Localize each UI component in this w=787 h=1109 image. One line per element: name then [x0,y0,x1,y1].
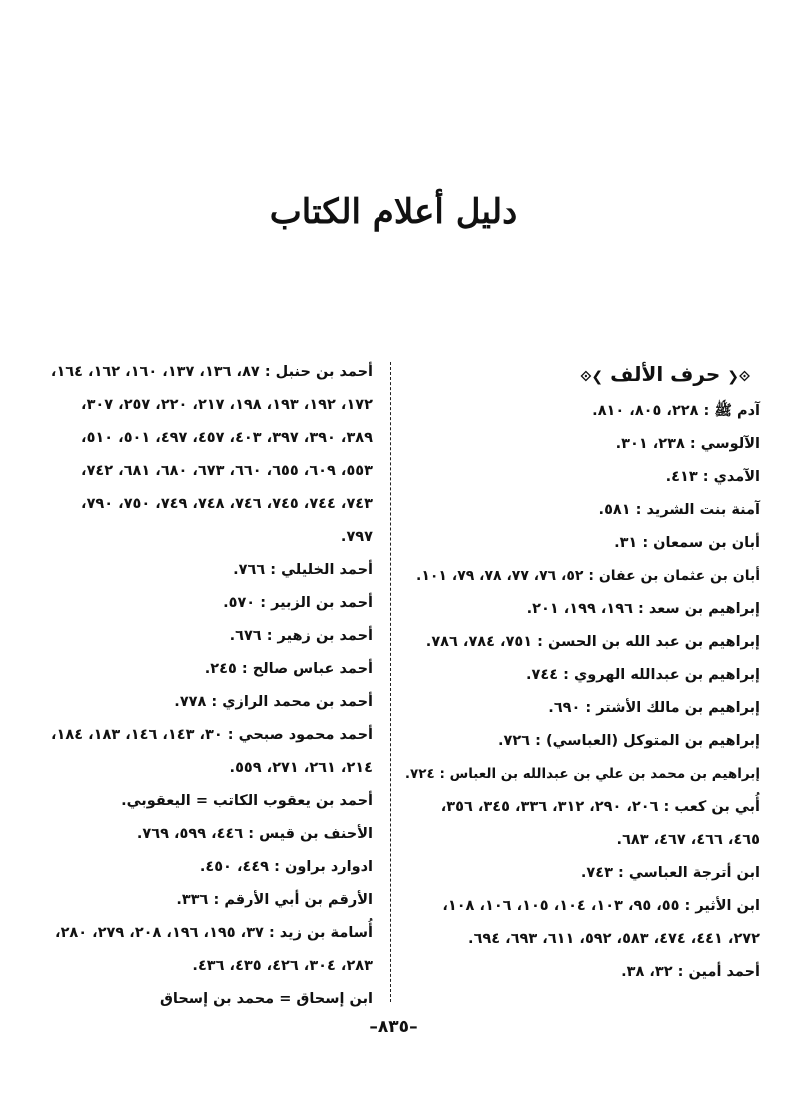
index-entries-left [18,356,373,1016]
index-entry: أحمد أمين : ٣٢، ٣٨. [621,964,760,980]
ornament-icon: ⟐❮ [727,369,750,385]
column-divider [390,362,391,1002]
index-column-left [18,356,373,1016]
index-entry: آمنة بنت الشريد : ٥٨١. [598,502,760,518]
index-entry: الآلوسي : ٢٣٨، ٣٠١. [615,436,760,452]
index-entry: أُبي بن كعب : ٢٠٦، ٢٩٠، ٣١٢، ٣٣٦، ٣٤٥، ٣٥٦، [440,799,760,815]
index-entry: أحمد محمود صبحي : ٣٠، ١٤٣، ١٤٦، ١٨٣، ١٨٤، [51,727,373,743]
index-entry: إبراهيم بن مالك الأشتر : ٦٩٠. [548,700,760,716]
index-entry: أحمد بن زهير : ٦٧٦. [229,628,373,644]
section-header-label: حرف الألف [610,362,721,386]
index-entry: ٥٥٣، ٦٠٩، ٦٥٥، ٦٦٠، ٦٧٣، ٦٨٠، ٦٨١، ٧٤٢، [81,463,373,479]
index-entry: ٧٩٧. [340,529,373,545]
index-entry: أحمد عباس صالح : ٢٤٥. [204,661,373,677]
index-entry: الآمدي : ٤١٣. [665,469,760,485]
index-entry: أحمد الخليلي : ٧٦٦. [233,562,373,578]
index-entry: ٧٤٣، ٧٤٤، ٧٤٥، ٧٤٦، ٧٤٨، ٧٤٩، ٧٥٠، ٧٩٠، [81,496,373,512]
index-entry: أحمد بن الزبير : ٥٧٠. [223,595,373,611]
index-entry: إبراهيم بن المتوكل (العباسي) : ٧٢٦. [497,733,760,749]
page-number: –٨٣٥– [369,1017,418,1037]
index-entry: أحمد بن حنبل : ٨٧، ١٣٦، ١٣٧، ١٦٠، ١٦٢، ١٦٤، [50,364,373,380]
index-entry: ٢١٤، ٢٦١، ٢٧١، ٥٥٩. [229,760,373,776]
index-entry: إبراهيم بن عبد الله بن الحسن : ٧٥١، ٧٨٤، ٧٨٦. [425,634,760,650]
index-entry: إبراهيم بن عبدالله الهروي : ٧٤٤. [526,667,760,683]
index-entry: ٢٧٢، ٤٤١، ٤٧٤، ٥٨٣، ٥٩٢، ٦١١، ٦٩٣، ٦٩٤. [468,931,760,947]
index-entry: أحمد بن محمد الرازي : ٧٧٨. [174,694,373,710]
index-entry: ابن إسحاق = محمد بن إسحاق [159,991,373,1007]
index-entry: ٢٨٣، ٣٠٤، ٤٢٦، ٤٣٥، ٤٣٦. [192,958,373,974]
index-column-right [405,356,760,989]
index-entry: أحمد بن يعقوب الكاتب = اليعقوبي. [121,793,373,809]
index-entry: إبراهيم بن محمد بن علي بن عبدالله بن العباس : ٧٢٤. [404,766,760,782]
page-title: دليل أعلام الكتاب [269,192,518,232]
index-entry: أبان بن سمعان : ٣١. [614,535,760,551]
index-entry: آدم ﷺ : ٢٢٨، ٨٠٥، ٨١٠. [592,403,760,419]
index-entries-right [405,395,760,989]
index-entry: ابن أترجة العباسي : ٧٤٣. [580,865,760,881]
index-entry: ٤٦٥، ٤٦٦، ٤٦٧، ٦٨٣. [616,832,760,848]
index-entry: أبان بن عثمان بن عفان : ٥٢، ٧٦، ٧٧، ٧٨، ٧٩، ١٠١. [416,568,760,584]
index-entry: إبراهيم بن سعد : ١٩٦، ١٩٩، ٢٠١. [526,601,760,617]
section-header [405,356,750,395]
index-entry: الأحنف بن قيس : ٤٤٦، ٥٩٩، ٧٦٩. [136,826,373,842]
index-entry: ٣٨٩، ٣٩٠، ٣٩٧، ٤٠٣، ٤٥٧، ٤٩٧، ٥٠١، ٥١٠، [81,430,373,446]
ornament-icon: ❯⟐ [580,369,604,385]
index-entry: ١٧٢، ١٩٢، ١٩٣، ١٩٨، ٢١٧، ٢٢٠، ٢٥٧، ٣٠٧، [81,397,373,413]
index-entry: ادوارد براون : ٤٤٩، ٤٥٠. [199,859,373,875]
index-entry: أُسامة بن زيد : ٣٧، ١٩٥، ١٩٦، ٢٠٨، ٢٧٩، ٢٨٠، [55,925,373,941]
index-entry: ابن الأثير : ٥٥، ٩٥، ١٠٣، ١٠٤، ١٠٥، ١٠٦، ١٠٨، [442,898,760,914]
index-entry: الأرقم بن أبي الأرقم : ٣٣٦. [176,892,373,908]
